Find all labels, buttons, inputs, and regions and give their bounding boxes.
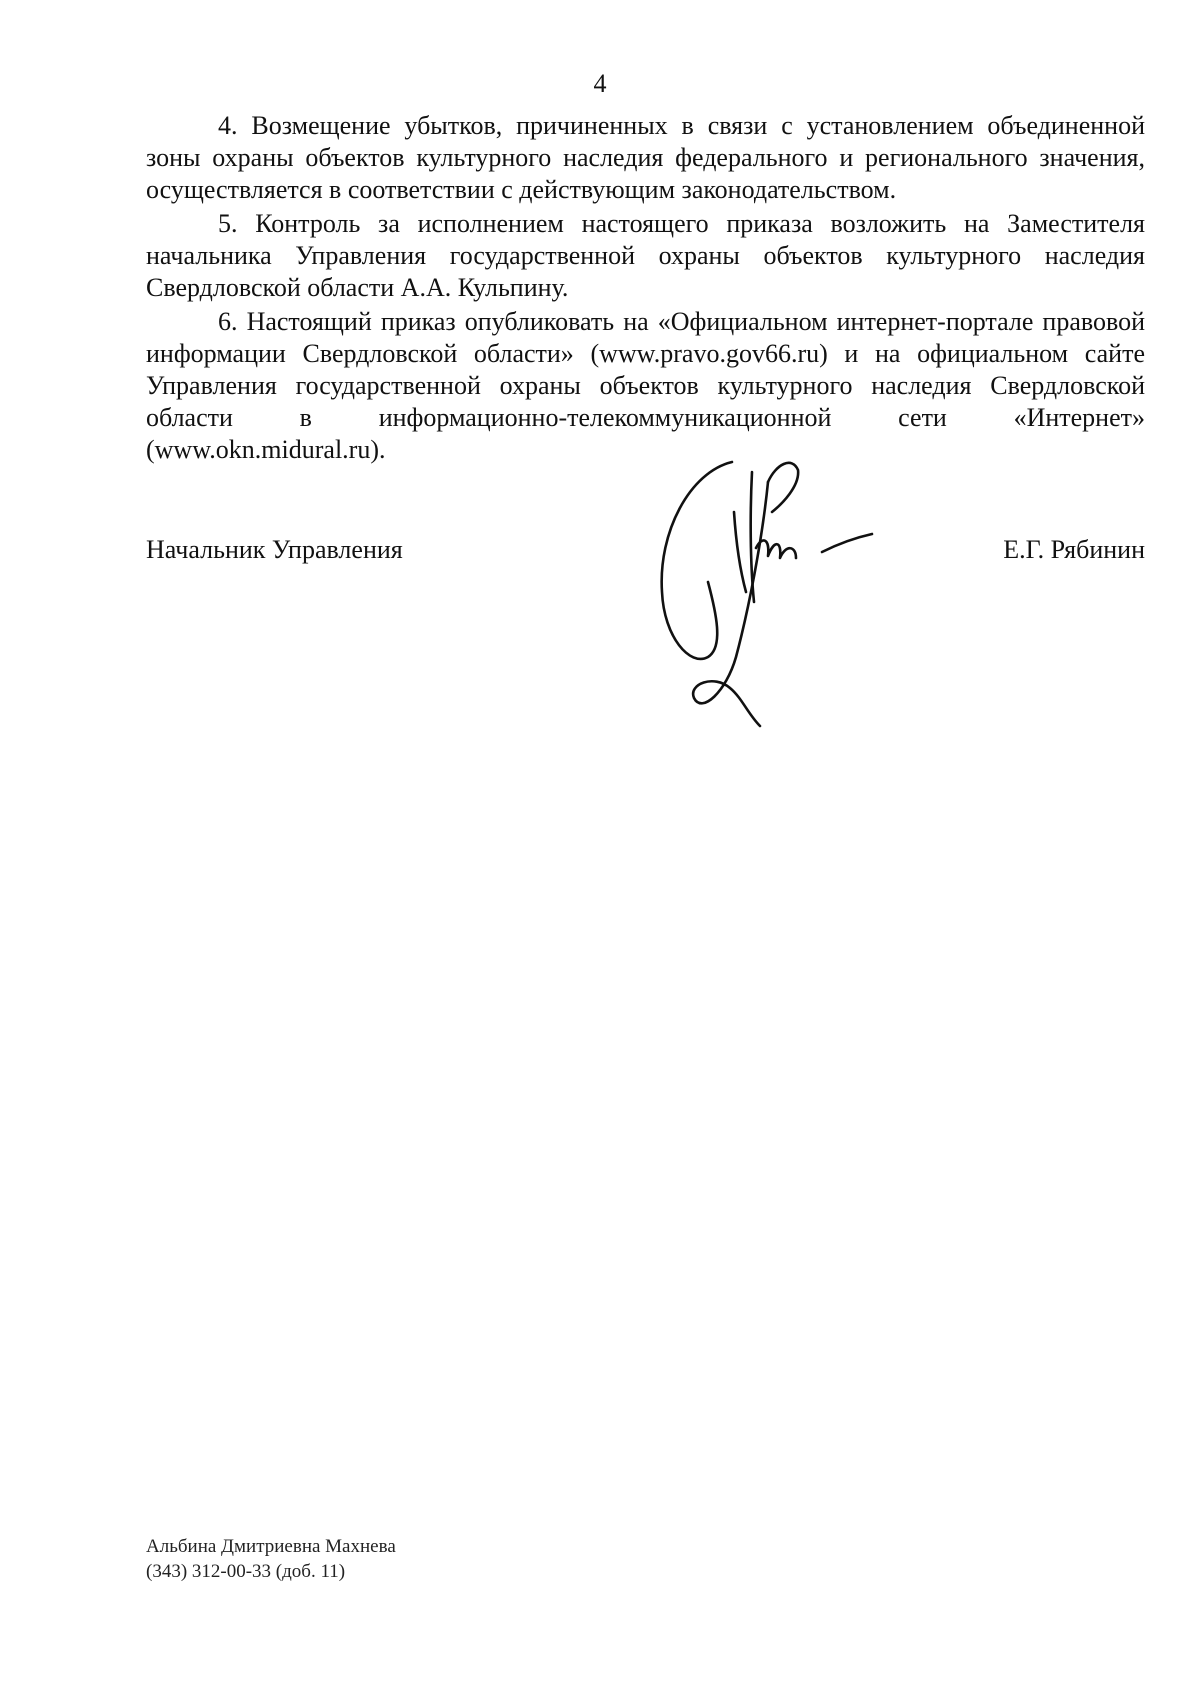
- signer-position: Начальник Управления: [146, 535, 403, 564]
- handwritten-signature: [650, 452, 900, 732]
- executor-name: Альбина Дмитриевна Махнева: [146, 1536, 396, 1557]
- executor-phone: (343) 312-00-33 (доб. 11): [146, 1561, 346, 1582]
- page-number: 4: [593, 69, 607, 98]
- document-body: [146, 110, 1145, 468]
- paragraph-5: 5. Контроль за исполнением настоящего приказа возложить на Заместителя начальника Управления государственной охраны объектов культурного наследия Свердловской области А.А. Кульпину.: [146, 209, 1145, 302]
- paragraph-4: 4. Возмещение убытков, причиненных в связи с установлением объединенной зоны охраны объектов культурного наследия федерального и регионального значения, осуществляется в соответствии с действующим законодательством.: [146, 111, 1145, 204]
- signature-block: [146, 534, 1145, 574]
- paragraph-6: 6. Настоящий приказ опубликовать на «Официальном интернет-портале правовой информации Свердловской области» (www.pravo.gov66.ru) и на официальном сайте Управления государственной охраны объектов культурного наследия Свердловской области в информационно-телекоммуникационной сети «Интернет» (www.okn.midural.ru).: [146, 307, 1145, 464]
- signer-name: Е.Г. Рябинин: [1003, 535, 1145, 564]
- executor-info: [146, 1534, 396, 1584]
